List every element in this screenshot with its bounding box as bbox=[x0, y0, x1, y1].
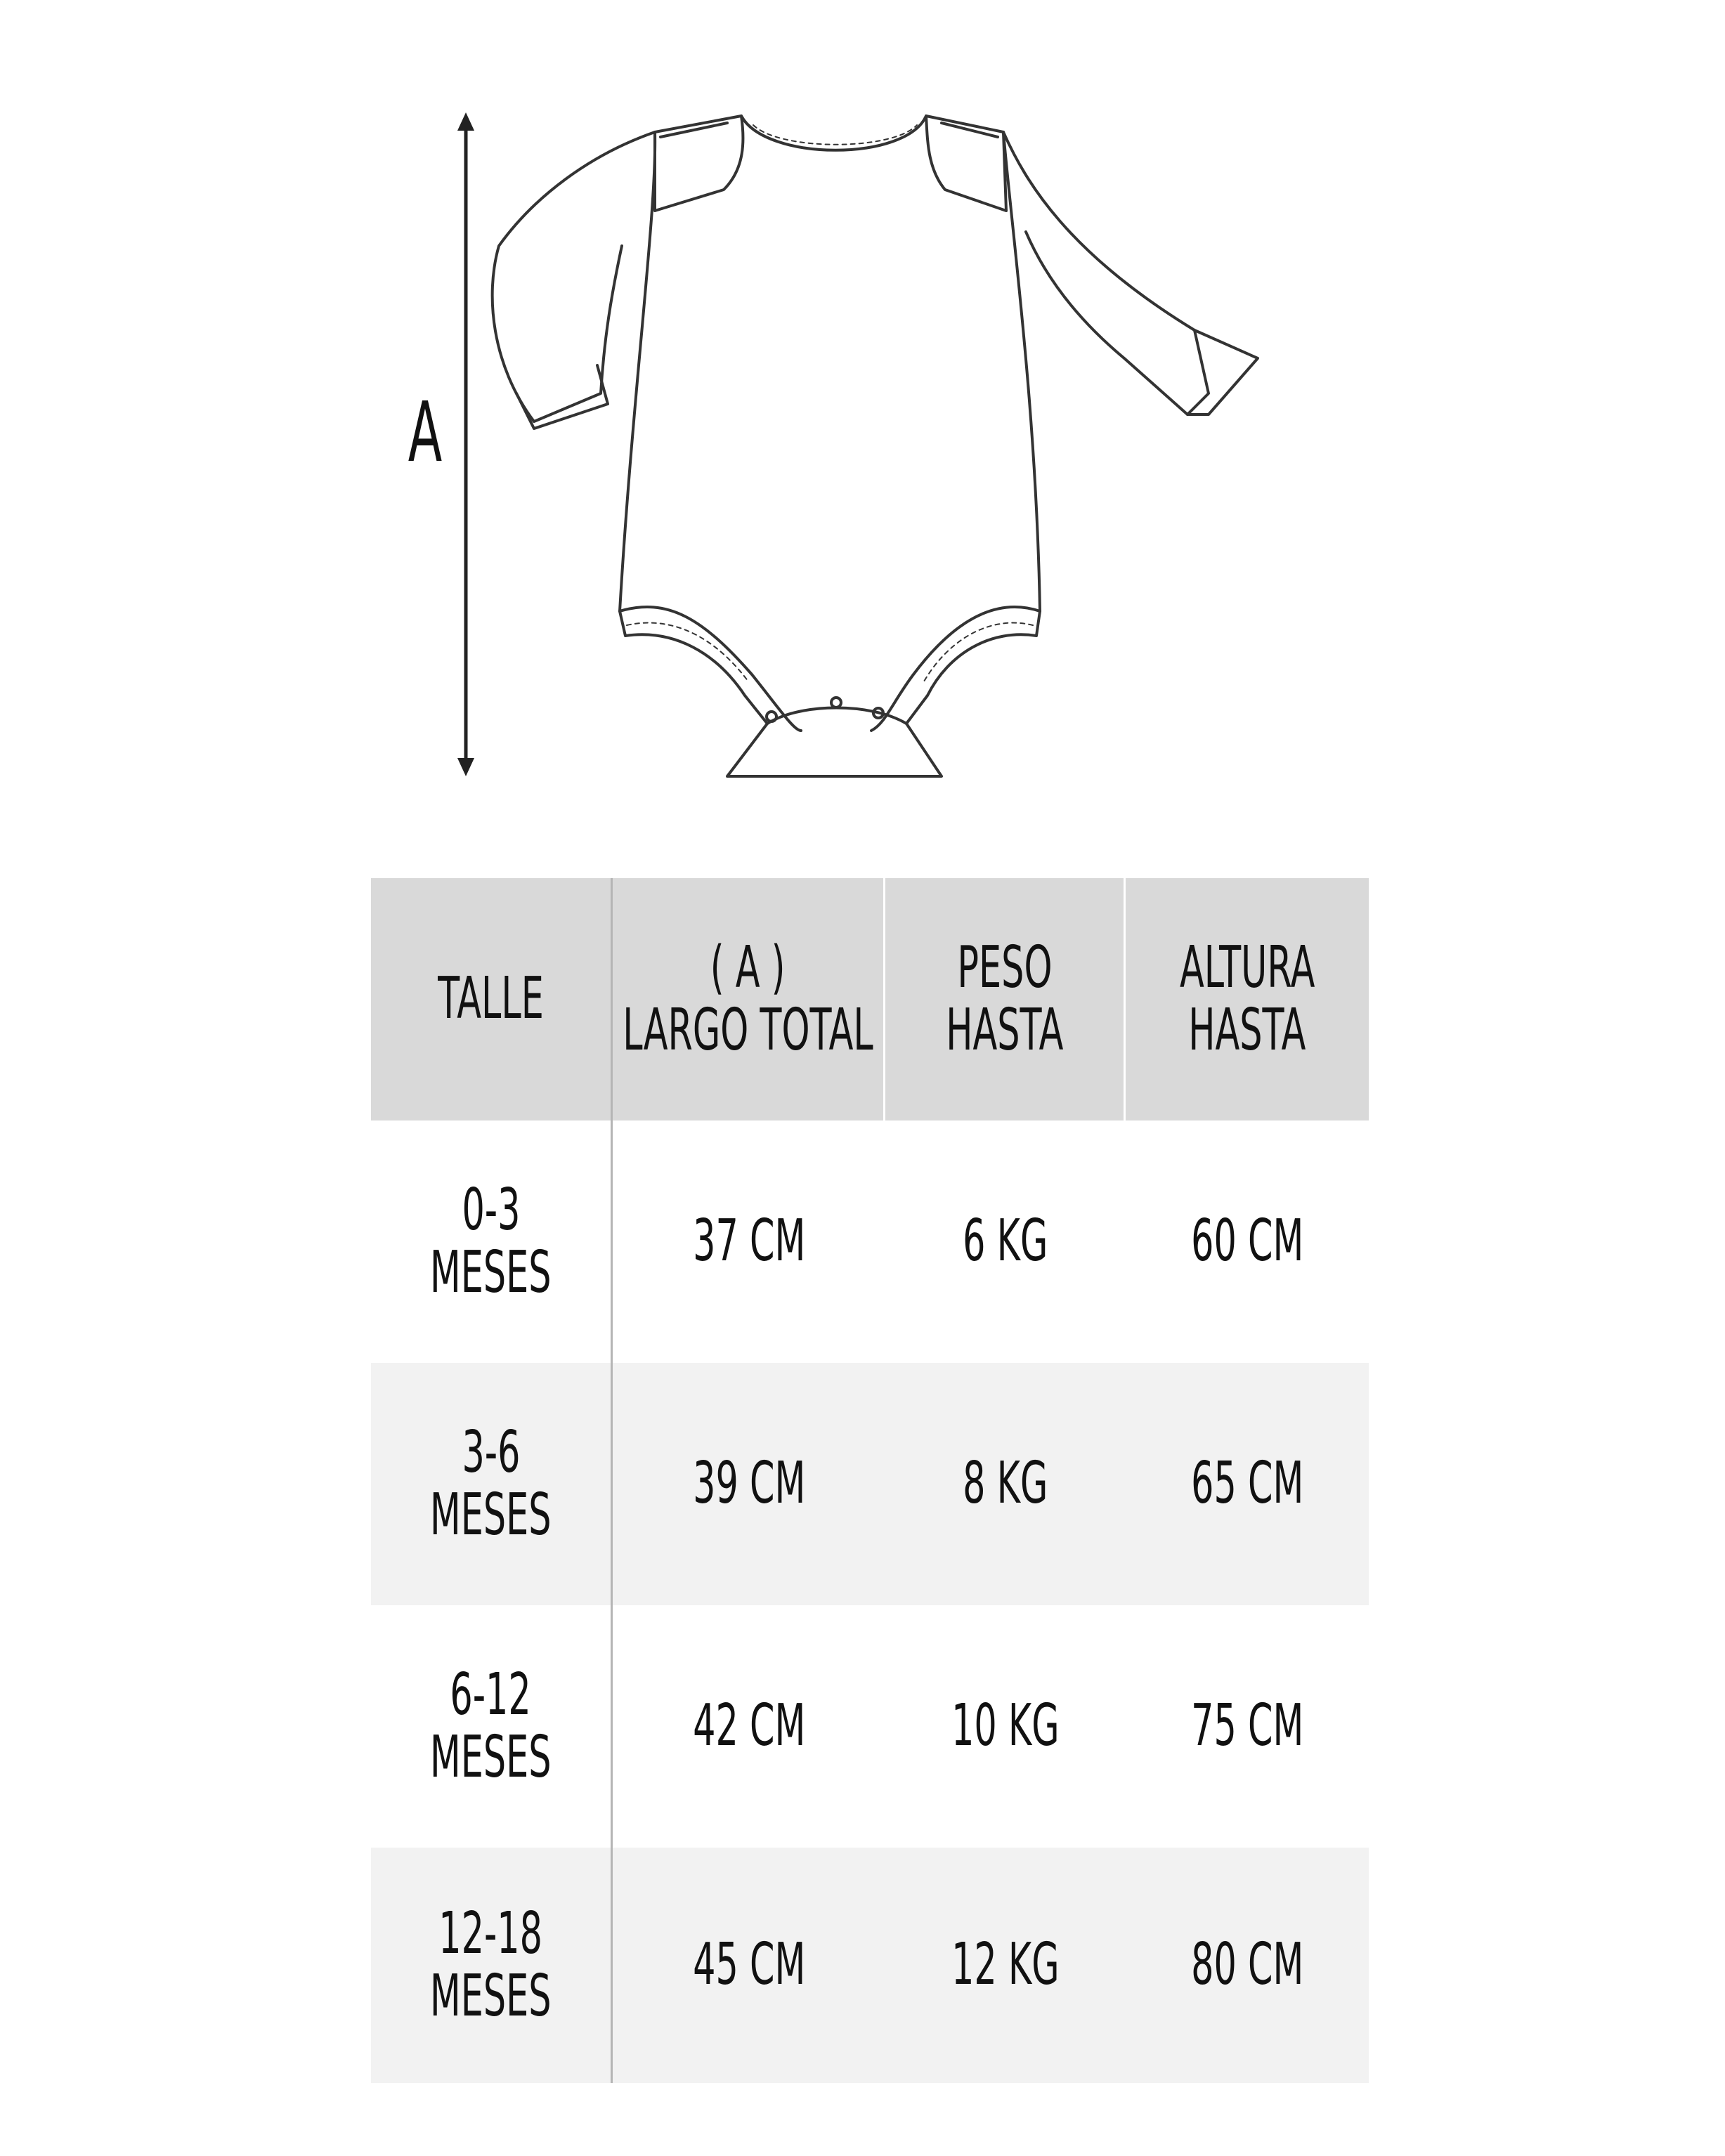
altura-value: 75 CM bbox=[1190, 1692, 1304, 1760]
table-row-1-altura bbox=[1126, 1121, 1369, 1363]
largo-value: 39 CM bbox=[692, 1450, 806, 1517]
altura-value: 60 CM bbox=[1190, 1208, 1304, 1275]
talle-range: 6-12 bbox=[450, 1661, 532, 1728]
talle-range: 3-6 bbox=[461, 1418, 521, 1486]
altura-value: 80 CM bbox=[1190, 1931, 1304, 1999]
talle-range: 12-18 bbox=[438, 1900, 543, 1967]
bodysuit-diagram bbox=[0, 0, 1725, 829]
measure-label-a bbox=[404, 379, 446, 485]
table-row-1-talle bbox=[371, 1121, 613, 1363]
table-row-3-altura bbox=[1126, 1605, 1369, 1848]
largo-value: 45 CM bbox=[692, 1931, 806, 1999]
largo-value: 42 CM bbox=[692, 1692, 806, 1760]
header-peso-line2: HASTA bbox=[945, 996, 1064, 1064]
table-row-4-altura bbox=[1126, 1848, 1369, 2083]
header-altura-line2: HASTA bbox=[1188, 996, 1306, 1064]
table-row-4-talle bbox=[371, 1848, 613, 2083]
header-largo-line1: ( A ) bbox=[710, 934, 786, 1001]
header-largo-line2: LARGO TOTAL bbox=[623, 996, 873, 1064]
header-largo-total bbox=[613, 878, 885, 1121]
table-row-1-peso bbox=[885, 1121, 1126, 1363]
size-table bbox=[371, 878, 1369, 2083]
talle-unit: MESES bbox=[430, 1962, 552, 2030]
header-altura-line1: ALTURA bbox=[1179, 934, 1315, 1001]
talle-unit: MESES bbox=[430, 1239, 552, 1306]
largo-value: 37 CM bbox=[692, 1208, 806, 1275]
talle-unit: MESES bbox=[430, 1723, 552, 1791]
measurement-arrow bbox=[457, 112, 474, 776]
bodysuit-outline bbox=[493, 116, 1258, 776]
table-row-4-peso bbox=[885, 1848, 1126, 2083]
table-row-4-largo bbox=[613, 1848, 885, 2083]
talle-range: 0-3 bbox=[461, 1176, 521, 1243]
altura-value: 65 CM bbox=[1190, 1450, 1304, 1517]
table-row-2-altura bbox=[1126, 1363, 1369, 1605]
header-talle bbox=[371, 878, 613, 1121]
peso-value: 12 KG bbox=[951, 1931, 1060, 1999]
table-row-3-peso bbox=[885, 1605, 1126, 1848]
header-peso-hasta bbox=[885, 878, 1126, 1121]
measure-label-text: A bbox=[408, 384, 443, 481]
peso-value: 6 KG bbox=[963, 1208, 1048, 1275]
table-row-2-largo bbox=[613, 1363, 885, 1605]
table-row-2-peso bbox=[885, 1363, 1126, 1605]
peso-value: 10 KG bbox=[951, 1692, 1060, 1760]
table-row-2-talle bbox=[371, 1363, 613, 1605]
table-row-3-talle bbox=[371, 1605, 613, 1848]
header-talle-text: TALLE bbox=[438, 965, 544, 1033]
peso-value: 8 KG bbox=[963, 1450, 1048, 1517]
table-row-3-largo bbox=[613, 1605, 885, 1848]
talle-unit: MESES bbox=[430, 1481, 552, 1548]
header-peso-line1: PESO bbox=[956, 934, 1053, 1001]
header-altura-hasta bbox=[1126, 878, 1369, 1121]
table-row-1-largo bbox=[613, 1121, 885, 1363]
